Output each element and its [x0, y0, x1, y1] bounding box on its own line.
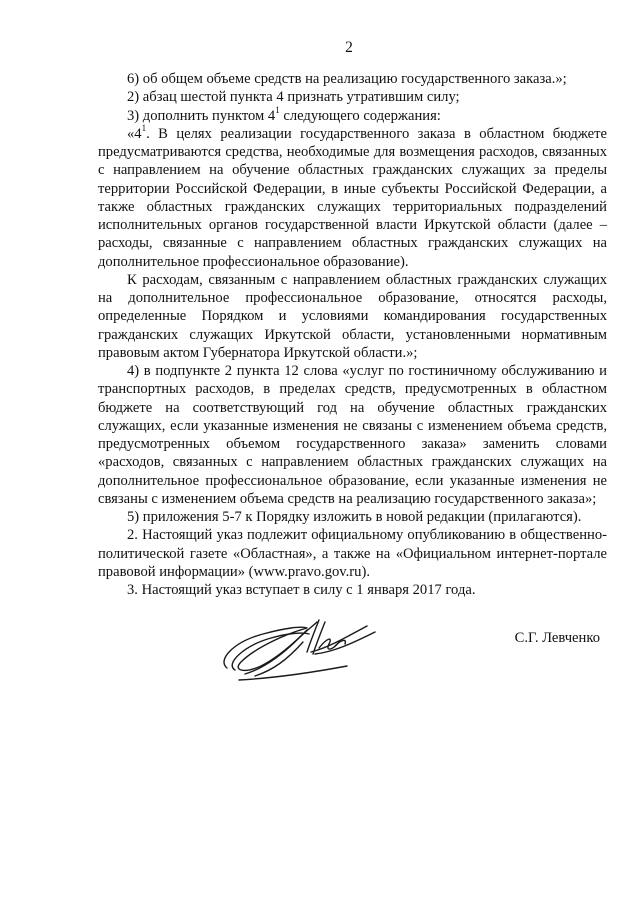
paragraph-expenses: К расходам, связанным с направлением областных гражданских служащих на дополнительное профессиональное образование, относятся расходы, определенные Порядком и условиями командирования государственных гражданских служащих Иркутской области, установленными нормативным правовым актом Губернатора Иркутской области.»;	[98, 271, 607, 361]
document-body	[98, 70, 607, 599]
paragraph-publication: 2. Настоящий указ подлежит официальному опубликованию в общественно-политической газете «Областная», а также на «Официальном интернет-портале правовой информации» (www.pravo.gov.ru).	[98, 527, 607, 580]
handwritten-signature	[215, 608, 385, 688]
paragraph-effective-date: 3. Настоящий указ вступает в силу с 1 января 2017 года.	[127, 582, 476, 598]
superscript-one: 1	[141, 122, 147, 133]
paragraph-item-3: 3) дополнить пунктом $4^1$ следующего содержания:	[127, 104, 441, 124]
paragraph-item-4: 4) в подпункте 2 пункта 12 слова «услуг по гостиничному обслуживанию и транспортных расходов, в пределах средств, предусмотренных в областном бюджете на соответствующий год на обучение областных гражданских служащих, если указанные изменения не связаны с изменением объема средств, предусмотренных объемом государственного заказа» заменить словами «расходов, связанных с направлением областных гражданских служащих на дополнительное профессиональное образование, если указанные изменения не связаны с изменением объема средств на реализацию государственного заказа»;	[98, 363, 607, 507]
paragraph-point-4-1: «$4^1$. В целях реализации государственного заказа в областном бюджете предусматриваются средства, необходимые для возмещения расходов, связанных с направлением на обучение областных гражданских служащих за пределы территории Российской Федерации, в иные субъекты Российской Федерации, а также областных гражданских служащих территориальных подразделений исполнительных органов государственной власти Иркутской области (далее – расходы, связанные с направлением областных гражданских служащих на дополнительное профессиональное образование).	[98, 122, 607, 270]
page-number: 2	[345, 39, 353, 56]
signer-name: С.Г. Левченко	[514, 630, 600, 646]
superscript-one: 1	[275, 104, 280, 115]
paragraph-item-6: 6) об общем объеме средств на реализацию государственного заказа.»;	[127, 71, 567, 87]
paragraph-item-5: 5) приложения 5-7 к Порядку изложить в новой редакции (прилагаются).	[127, 509, 582, 525]
paragraph-item-2: 2) абзац шестой пункта 4 признать утратившим силу;	[127, 89, 460, 106]
signature-icon	[215, 608, 385, 688]
